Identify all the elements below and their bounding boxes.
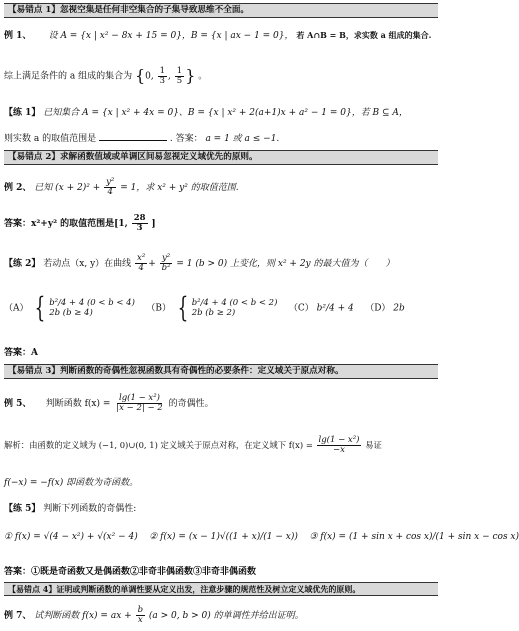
solution-5-text: 解析：由函数的定义域为 (−1, 0)∪(0, 1) 定义域关于原点对称，在定义域下 f(x) = bbox=[4, 439, 313, 450]
practice-5-text: 判断下列函数的奇偶性: bbox=[43, 504, 137, 514]
solution-5 bbox=[4, 436, 382, 455]
function-3: ③ f(x) = (1 + sin x + cos x)/(1 + sin x − cos x) bbox=[309, 532, 519, 542]
example-7 bbox=[4, 606, 304, 625]
section-header-1: 【易错点 1】忽视空集是任何非空集合的子集导致思维不全面。 bbox=[4, 3, 438, 18]
example-2-label: 例 2、 bbox=[4, 182, 32, 193]
section-header-4: 【易错点 4】证明或判断函数的单调性要从定义出发，注意步骤的规范性及树立定义域优先的原则。 bbox=[4, 582, 438, 596]
practice-1-line2 bbox=[4, 132, 279, 145]
function-1: ① f(x) = √(4 − x²) + √(x² − 4) bbox=[4, 532, 138, 542]
answer-blank bbox=[99, 132, 167, 141]
practice-2-text2: = 1 (b > 0) 上变化，则 x² + 2y 的最大值为（ ） bbox=[176, 258, 395, 269]
example-7-text: 试判断函数 f(x) = ax + bbox=[34, 610, 132, 621]
section-header-2: 【易错点 2】求解函数值域或单调区间易忽视定义域优先的原则。 bbox=[4, 150, 438, 165]
practice-1-range-text: 则实数 a 的取值范围是 bbox=[4, 134, 97, 144]
practice-1-answer: a = 1 或 a ≤ −1. bbox=[205, 134, 280, 144]
example-1 bbox=[4, 30, 431, 42]
answer-1: 综上满足条件的 a 组成的集合为 {0, $\frac{1}{3}$ , $\frac{1}{5}$ } 。 bbox=[4, 65, 208, 86]
answer-2 bbox=[4, 214, 156, 233]
example-5-den: |x − 2| − 2 bbox=[116, 402, 163, 413]
practice-1 bbox=[4, 108, 408, 119]
solution-5-conclusion: f(−x) = −f(x) 即函数为奇函数。 bbox=[4, 478, 139, 488]
answer-practice-5: 答案：①既是奇函数又是偶函数②非奇非偶函数③非奇非偶函数 bbox=[4, 567, 257, 577]
practice-5 bbox=[4, 504, 136, 515]
option-d-value: 2b bbox=[393, 303, 405, 314]
example-2-frac-den: 4 bbox=[107, 186, 113, 197]
answer-2-end: ] bbox=[151, 218, 156, 229]
practice-5-label: 【练 5】 bbox=[4, 504, 41, 514]
solution-5-num: lg(1 − x²) bbox=[318, 435, 360, 445]
practice-2-options: （A） { b²/4 + 4 (0 < b < 4) 2b (b ≥ 4) （B） { b²/4 + 4 (0 < b < 2) 2b (b ≥ 2) （C） b²/4 + 4 （D） 2b bbox=[4, 291, 405, 324]
practice-2-text: 若动点（x, y）在曲线 bbox=[43, 258, 132, 269]
example-2-frac-num: y² bbox=[106, 177, 115, 187]
option-c-label: （C） bbox=[288, 303, 314, 314]
practice-1-sets: 已知集合 A = {x | x² + 4x = 0}、B = {x | x² + 2(a+1)x + a² − 1 = 0}，若 B ⊆ A， bbox=[43, 108, 408, 118]
solution-5-proof: 易证 bbox=[365, 439, 382, 450]
option-c-value: b²/4 + 4 bbox=[316, 303, 354, 314]
option-b-label: （B） bbox=[146, 303, 171, 314]
example-5-num: lg(1 − x²) bbox=[119, 393, 160, 403]
example-5 bbox=[4, 394, 214, 413]
practice-1-answer-label: . 答案： bbox=[169, 134, 203, 144]
option-d-label: （D） bbox=[365, 303, 391, 314]
example-7-num: b bbox=[137, 605, 144, 615]
answer-2-num: 28 bbox=[133, 213, 146, 223]
option-b-cases: b²/4 + 4 (0 < b < 2) 2b (b ≥ 2) bbox=[191, 297, 278, 318]
example-7-label: 例 7、 bbox=[4, 610, 32, 621]
example-7-den: x bbox=[137, 614, 143, 625]
practice-2: 【练 2】 若动点（x, y）在曲线 $\frac{\text{x²}}{4}$ + $\frac{\text{y²}}{\text{b²}}$ = 1 (b > 0) 上变化，则 x² + 2y 的最大值为（ ） bbox=[4, 253, 395, 273]
example-2-eq-left: 已知 (x + 2)² + bbox=[34, 182, 101, 193]
solution-5-den: −x bbox=[333, 444, 345, 455]
option-a-label: （A） bbox=[4, 303, 29, 314]
example-5-end: 的奇偶性。 bbox=[168, 398, 214, 409]
example-1-label: 例 1、 bbox=[4, 31, 32, 41]
example-5-label: 例 5、 bbox=[4, 398, 32, 409]
example-5-text: 判断函数 f(x) = bbox=[45, 398, 111, 409]
option-a-cases: b²/4 + 4 (0 < b < 4) 2b (b ≥ 4) bbox=[49, 297, 135, 318]
answer-1-end: 。 bbox=[198, 71, 208, 82]
function-2: ② f(x) = (x − 1)√((1 + x)/(1 − x)) bbox=[149, 532, 298, 542]
example-1-sets: 设 A = {x | x² − 8x + 15 = 0}，B = {x | ax − 1 = 0}， bbox=[48, 31, 294, 41]
practice-2-label: 【练 2】 bbox=[4, 258, 41, 269]
example-2-eq-right: = 1，求 x² + y² 的取值范围. bbox=[120, 182, 239, 193]
example-7-end: (a > 0, b > 0) 的单调性并给出证明。 bbox=[148, 610, 304, 621]
example-2 bbox=[4, 178, 239, 197]
answer-2-text: 答案：x²+y² 的取值范围是[1, bbox=[4, 218, 128, 229]
answer-practice-2: 答案：A bbox=[4, 348, 38, 358]
answer-1-text: 综上满足条件的 a 组成的集合为 bbox=[4, 71, 133, 82]
practice-1-label: 【练 1】 bbox=[4, 108, 41, 118]
practice-5-functions bbox=[4, 532, 519, 543]
example-1-question: 若 A∩B = B，求实数 a 组成的集合. bbox=[296, 30, 432, 40]
section-header-3: 【易错点 3】判断函数的奇偶性忽视函数具有奇偶性的必要条件：定义域关于原点对称。 bbox=[4, 364, 438, 379]
answer-2-den: 3 bbox=[136, 222, 143, 233]
